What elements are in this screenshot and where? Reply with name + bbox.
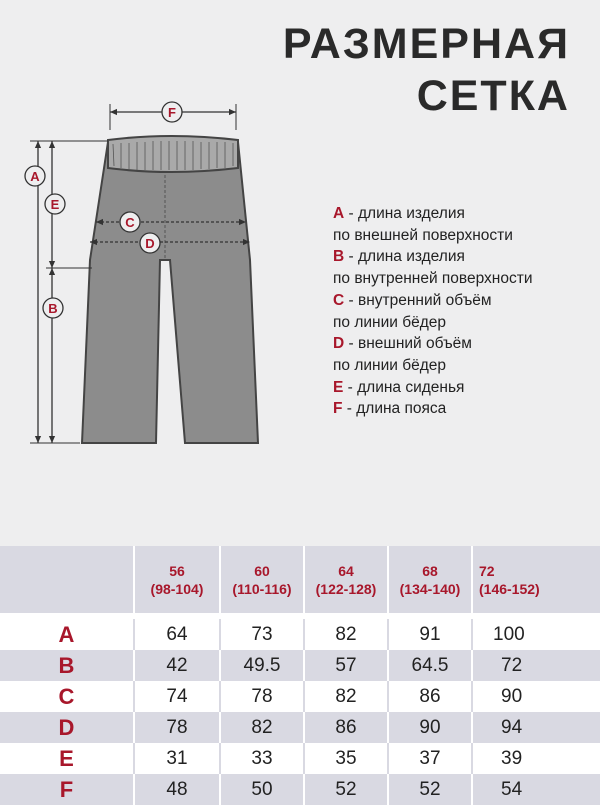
size-header: 60 (110-116) [220,546,304,613]
legend-line: E - длина сиденья [333,378,465,396]
legend-line: по линии бёдер [333,356,446,374]
size-header: 68 (134-140) [388,546,472,613]
table-corner-cell [0,546,134,613]
table-row: C 74 78 82 86 90 [0,681,600,712]
table-row: E 31 33 35 37 39 [0,743,600,774]
legend-line: F - длина пояса [333,400,447,418]
legend-line: по внешней поверхности [333,226,513,244]
size-header: 72 (146-152) [472,546,600,613]
table-row: F 48 50 52 52 54 [0,774,600,805]
label-a: A [30,169,40,184]
table-row: A 64 73 82 91 100 [0,619,600,650]
label-d: D [145,236,155,251]
title-line-2: СЕТКА [416,72,570,120]
size-header: 64 (122-128) [304,546,388,613]
pants-diagram [0,90,300,460]
legend-line: B - длина изделия [333,248,465,266]
pants-waistband [108,136,238,172]
page-title [270,18,570,122]
measurement-legend [333,203,593,420]
table-row: B 42 49.5 57 64.5 72 [0,650,600,681]
pants-body [82,142,258,443]
label-c: C [125,215,135,230]
legend-line: по внутренней поверхности [333,270,533,288]
table-header-row [0,546,600,613]
size-table [0,546,600,800]
title-line-1: РАЗМЕРНАЯ [282,20,570,68]
legend-line: D - внешний объём [333,335,472,353]
legend-line: по линии бёдер [333,313,446,331]
legend-line: C - внутренний объём [333,291,492,309]
table-row: D 78 82 86 90 94 [0,712,600,743]
label-e: E [50,197,60,212]
label-f: F [168,105,176,120]
label-b: B [48,301,58,316]
size-header: 56 (98-104) [134,546,220,613]
legend-line: A - длина изделия [333,205,465,222]
